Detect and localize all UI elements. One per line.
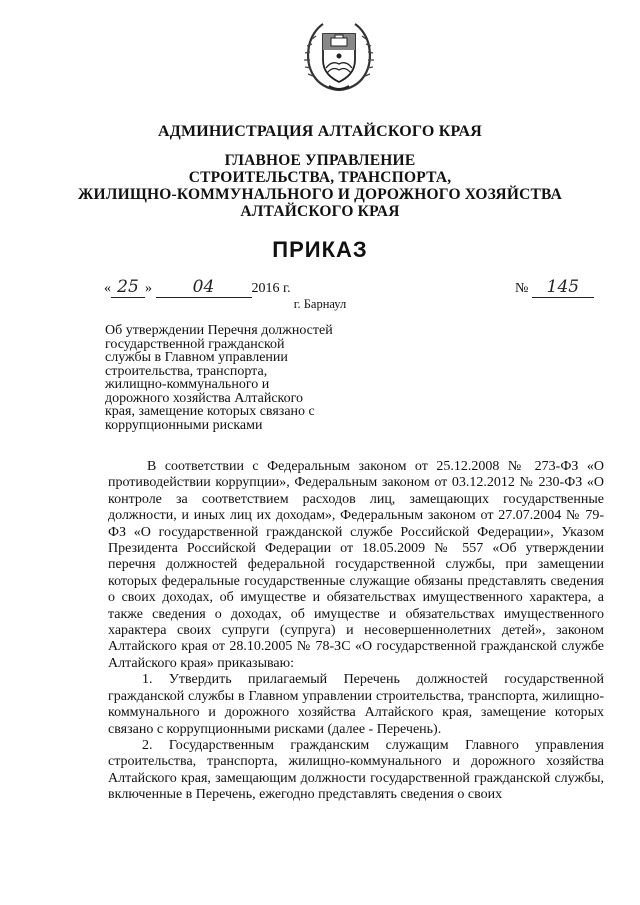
item-2-paragraph: 2. Государственным гражданским служащим Главного управления строительства, транспорта, жилищно-коммунального и дорожного хозяйства Алтайского края, замещающим должности государственной гражданской службы, включенные в Перечень, ежегодно представлять сведения о своих	[108, 737, 604, 803]
subject-line: коррупционными рисками	[105, 417, 263, 433]
department-title-line: ЖИЛИЩНО-КОММУНАЛЬНОГО И ДОРОЖНОГО ХОЗЯЙСТВА	[78, 186, 562, 203]
number-label: №	[515, 281, 529, 296]
order-subject	[105, 324, 345, 432]
date-month: 04	[156, 277, 252, 298]
document-type-title: ПРИКАЗ	[272, 237, 368, 262]
subject-line: строительства, транспорта,	[105, 363, 268, 379]
subject-line: Об утверждении Перечня должностей	[105, 323, 333, 338]
subject-line: государственной гражданской	[105, 336, 285, 352]
preamble-paragraph: В соответствии с Федеральным законом от 25.12.2008 № 273-ФЗ «О противодействии коррупции», Федеральным законом от 03.12.2012 № 230-ФЗ «О контроле за соответствием расходов лиц, замещающих государственные должности, и иных лиц их доходам», Федеральным законом от 27.07.2004 № 79-ФЗ «О государственной гражданской службе Российской Федерации», Указом Президента Российской Федерации от 18.05.2009 № 557 «Об утверждении перечня должностей федеральной государственной службы, при замещении которых федеральные государственные служащие обязаны представлять сведения о своих доходах, об имуществе и обязательствах имущественного характера, а также сведения о доходах, об имуществе и обязательствах имущественного характера своих супруги (супруга) и несовершеннолетних детей», законом Алтайского края от 28.10.2005 № 78-ЗС «О государственной гражданской службе Алтайского края» приказываю:	[108, 459, 604, 671]
department-title-line: ГЛАВНОЕ УПРАВЛЕНИЕ	[224, 152, 416, 169]
item-1-paragraph: 1. Утвердить прилагаемый Перечень должностей государственной гражданской службы в Главном управлении строительства, транспорта, жилищно-коммунального и дорожного хозяйства Алтайского края, замещение которых связано с коррупционными рисками (далее - Перечень).	[108, 672, 604, 737]
subject-line: жилищно-коммунального и	[105, 377, 270, 392]
department-title-line: АЛТАЙСКОГО КРАЯ	[240, 203, 400, 220]
quote-close: »	[145, 281, 152, 296]
city-line: г. Барнаул	[293, 297, 347, 311]
subject-line: службы в Главном управлении	[105, 350, 288, 365]
quote-open: «	[104, 281, 111, 296]
subject-line: края, замещение которых связано с	[105, 404, 315, 419]
order-date	[104, 277, 291, 298]
administration-title: АДМИНИСТРАЦИЯ АЛТАЙСКОГО КРАЯ	[158, 123, 482, 140]
subject-line: дорожного хозяйства Алтайского	[105, 390, 304, 406]
order-number	[515, 277, 594, 298]
altai-krai-coat-of-arms-icon	[299, 16, 379, 96]
number-value: 145	[532, 277, 594, 298]
department-title	[0, 152, 640, 220]
date-year: 2016 г.	[251, 281, 291, 296]
department-title-line: СТРОИТЕЛЬСТВА, ТРАНСПОРТА,	[188, 169, 452, 186]
order-body	[108, 459, 604, 804]
date-day: 25	[111, 277, 145, 298]
